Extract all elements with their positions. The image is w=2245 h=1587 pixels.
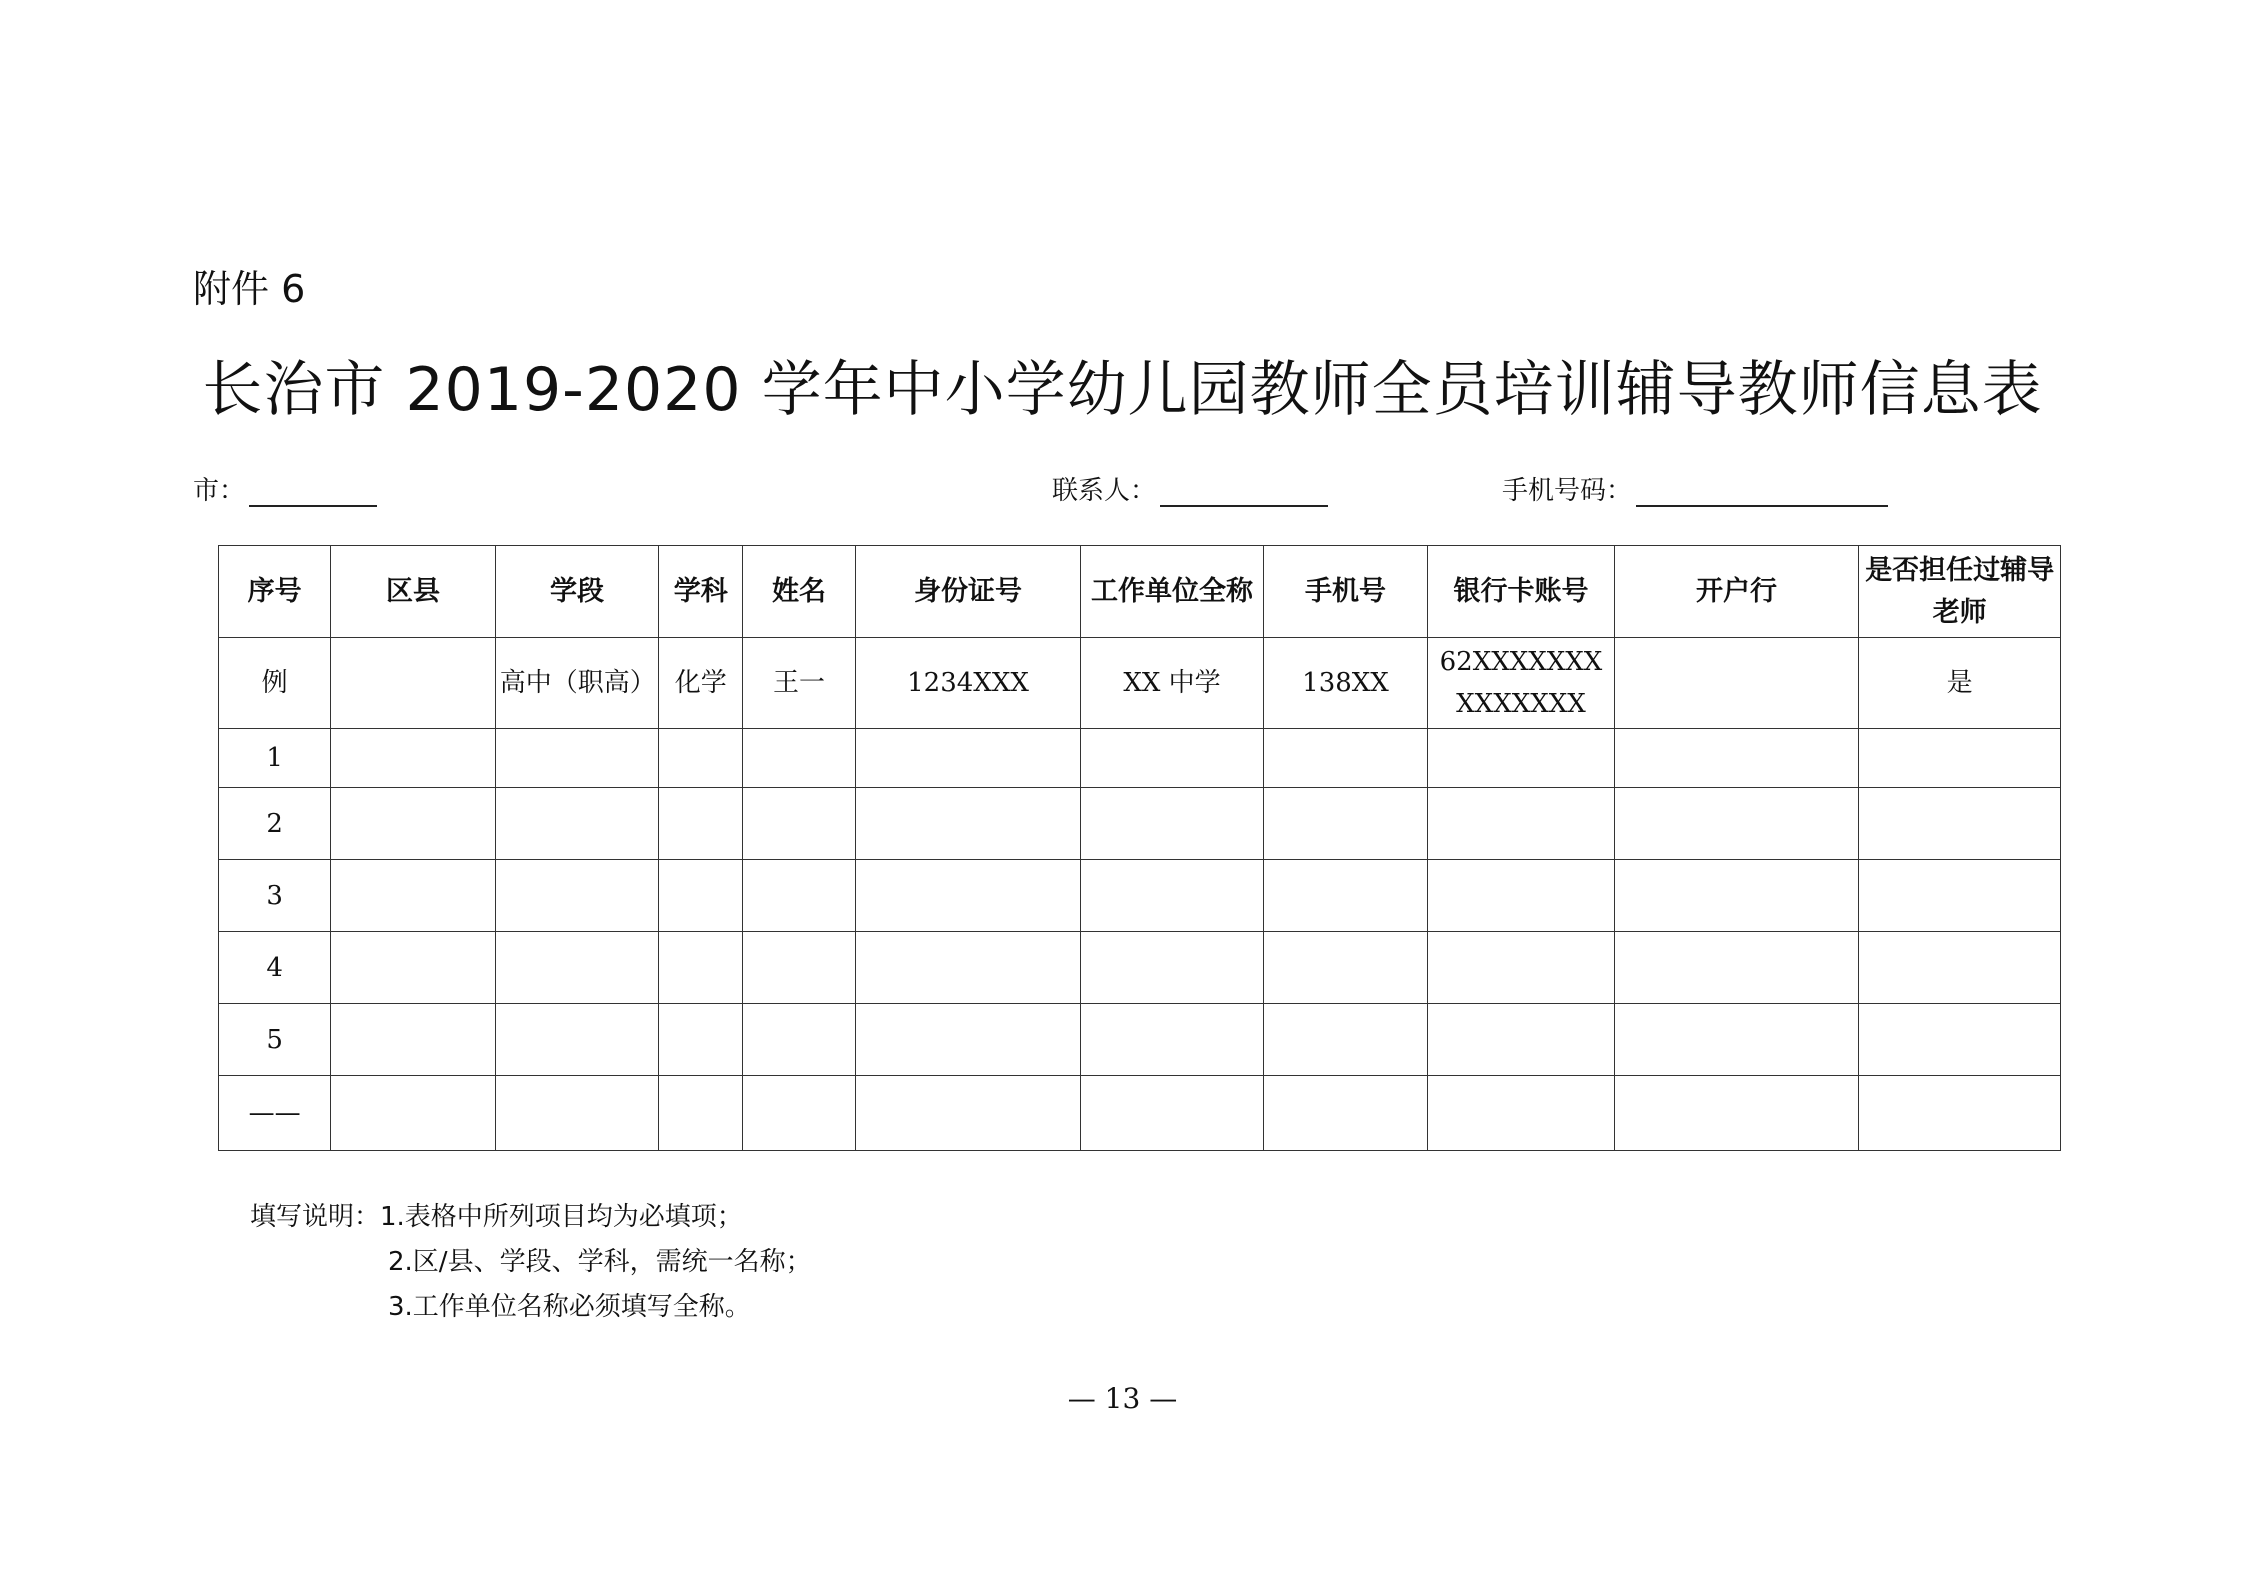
table-row — [219, 1076, 2061, 1151]
instruction-line: 填写说明：1.表格中所列项目均为必填项； — [250, 1202, 743, 1232]
instruction-line: 3.工作单位名称必须填写全称。 — [388, 1292, 751, 1322]
table-cell — [743, 1004, 855, 1076]
table-cell — [1081, 788, 1263, 860]
table-cell — [495, 1076, 658, 1151]
table-cell — [1263, 1004, 1427, 1076]
table-cell — [495, 788, 658, 860]
table-cell — [495, 1004, 658, 1076]
table-cell — [1614, 932, 1859, 1004]
table-cell — [855, 932, 1081, 1004]
table-cell — [1428, 932, 1615, 1004]
example-cell: 1234XXX — [855, 638, 1081, 729]
example-cell — [331, 638, 495, 729]
table-cell — [659, 1004, 743, 1076]
table-cell — [1081, 860, 1263, 932]
contact-label: 联系人： — [1052, 476, 1157, 506]
row-number: 3 — [219, 860, 331, 932]
table-cell — [331, 729, 495, 788]
header-cell: 银行卡账号 — [1428, 546, 1615, 638]
table-cell — [743, 932, 855, 1004]
example-cell: 王一 — [743, 638, 855, 729]
table-cell — [1859, 860, 2061, 932]
row-number: 5 — [219, 1004, 331, 1076]
table-cell — [331, 1004, 495, 1076]
table-cell — [1859, 729, 2061, 788]
table-cell — [743, 1076, 855, 1151]
table-cell — [659, 1076, 743, 1151]
header-cell: 姓名 — [743, 546, 855, 638]
table-cell — [1614, 860, 1859, 932]
example-cell: XX 中学 — [1081, 638, 1263, 729]
table-cell — [331, 788, 495, 860]
header-cell: 学科 — [659, 546, 743, 638]
table-cell — [659, 729, 743, 788]
example-cell: 62XXXXXXXXXXXXXX — [1428, 638, 1615, 729]
table-header-row — [219, 546, 2061, 638]
mobile-blank — [1636, 477, 1888, 507]
table-cell — [1081, 729, 1263, 788]
table-cell — [1859, 932, 2061, 1004]
table-cell — [855, 729, 1081, 788]
example-cell: 138XX — [1263, 638, 1427, 729]
table-row — [219, 788, 2061, 860]
header-cell: 是否担任过辅导老师 — [1859, 546, 2061, 638]
table-cell — [1428, 860, 1615, 932]
table-cell — [855, 860, 1081, 932]
table-row — [219, 932, 2061, 1004]
page-title: 长治市 2019-2020 学年中小学幼儿园教师全员培训辅导教师信息表 — [202, 355, 2043, 425]
teacher-info-table — [218, 545, 2061, 1151]
table-cell — [1614, 788, 1859, 860]
table-row — [219, 729, 2061, 788]
example-cell: 例 — [219, 638, 331, 729]
example-cell: 高中（职高） — [495, 638, 658, 729]
header-cell: 序号 — [219, 546, 331, 638]
example-cell — [1614, 638, 1859, 729]
table-cell — [1614, 1076, 1859, 1151]
row-number: 4 — [219, 932, 331, 1004]
city-field — [193, 470, 377, 507]
table-row — [219, 1004, 2061, 1076]
header-cell: 身份证号 — [855, 546, 1081, 638]
row-number: 2 — [219, 788, 331, 860]
example-row — [219, 638, 2061, 729]
header-cell: 学段 — [495, 546, 658, 638]
header-cell: 工作单位全称 — [1081, 546, 1263, 638]
table-cell — [659, 932, 743, 1004]
table-cell — [743, 860, 855, 932]
table-cell — [855, 1004, 1081, 1076]
table-cell — [1614, 729, 1859, 788]
example-cell: 化学 — [659, 638, 743, 729]
table-cell — [659, 860, 743, 932]
table-cell — [1081, 1004, 1263, 1076]
table-row — [219, 860, 2061, 932]
example-cell: 是 — [1859, 638, 2061, 729]
table-cell — [1263, 860, 1427, 932]
table-cell — [331, 860, 495, 932]
table-cell — [855, 1076, 1081, 1151]
table-cell — [1081, 1076, 1263, 1151]
row-number: —— — [219, 1076, 331, 1151]
city-label: 市： — [193, 476, 246, 506]
table-cell — [1263, 729, 1427, 788]
table-cell — [495, 932, 658, 1004]
page-number: — 13 — — [1067, 1382, 1178, 1415]
table-cell — [659, 788, 743, 860]
mobile-field — [1502, 470, 1888, 507]
attachment-label: 附件 6 — [193, 267, 306, 311]
table-cell — [1428, 788, 1615, 860]
table-cell — [1428, 729, 1615, 788]
header-cell: 开户行 — [1614, 546, 1859, 638]
table-cell — [1081, 932, 1263, 1004]
table-cell — [855, 788, 1081, 860]
header-cell: 手机号 — [1263, 546, 1427, 638]
table-cell — [1859, 1076, 2061, 1151]
city-blank — [249, 477, 377, 507]
table-cell — [1614, 1004, 1859, 1076]
table-cell — [1428, 1004, 1615, 1076]
contact-blank — [1160, 477, 1328, 507]
fill-instructions — [250, 1195, 812, 1330]
table-cell — [1859, 788, 2061, 860]
table-cell — [1263, 788, 1427, 860]
table-cell — [1859, 1004, 2061, 1076]
table-cell — [743, 729, 855, 788]
instruction-line: 2.区/县、学段、学科，需统一名称； — [388, 1247, 812, 1277]
table-cell — [495, 860, 658, 932]
contact-field — [1052, 470, 1328, 507]
table-cell — [331, 1076, 495, 1151]
table-cell — [1263, 932, 1427, 1004]
header-cell: 区县 — [331, 546, 495, 638]
table-cell — [495, 729, 658, 788]
table-cell — [1263, 1076, 1427, 1151]
table-cell — [1428, 1076, 1615, 1151]
row-number: 1 — [219, 729, 331, 788]
mobile-label: 手机号码： — [1502, 476, 1633, 506]
table-cell — [331, 932, 495, 1004]
table-cell — [743, 788, 855, 860]
